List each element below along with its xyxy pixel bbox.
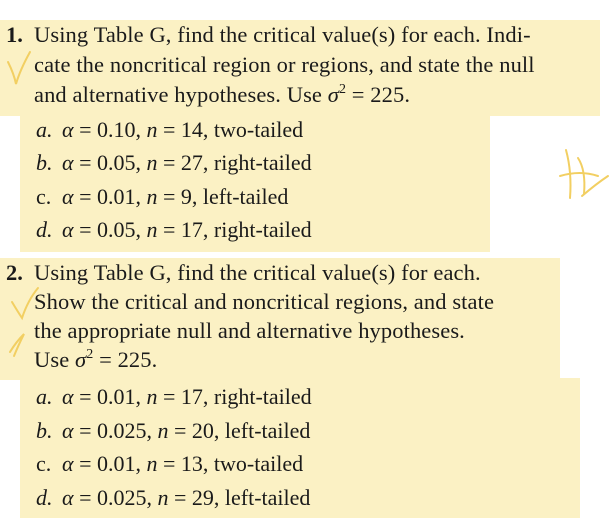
list-item: d. α = 0.05, n = 17, right-tailed	[36, 217, 312, 242]
problem-text-line: Show the critical and noncritical regions, and state	[34, 289, 495, 314]
check-mark-icon	[10, 334, 24, 356]
problem-number: 1.	[6, 22, 23, 47]
scribble-icon	[560, 150, 608, 198]
check-mark-icon	[8, 52, 30, 84]
problem-number: 2.	[6, 260, 23, 285]
list-item: a. α = 0.10, n = 14, two-tailed	[36, 117, 304, 142]
problem-text-line: and alternative hypotheses. Use $\sigma^2 = 225$.	[34, 81, 411, 107]
list-item: d. α = 0.025, n = 29, left-tailed	[36, 485, 311, 510]
check-mark-icon	[12, 288, 38, 318]
problem-text-line: Use $\sigma^2 = 225$.	[34, 346, 158, 372]
list-item: c. α = 0.01, n = 9, left-tailed	[36, 184, 289, 209]
problem-text-line: Using Table G, find the critical value(s) for each. Indi-	[34, 22, 531, 47]
problem-text-line: the appropriate null and alternative hypotheses.	[34, 318, 465, 343]
list-item: c. α = 0.01, n = 13, two-tailed	[36, 451, 304, 476]
problem-text-line: cate the noncritical region or regions, and state the null	[34, 52, 535, 77]
list-item: b. α = 0.05, n = 27, right-tailed	[36, 150, 312, 175]
list-item: b. α = 0.025, n = 20, left-tailed	[36, 418, 311, 443]
problem-text-line: Using Table G, find the critical value(s) for each.	[34, 260, 481, 285]
list-item: a. α = 0.01, n = 17, right-tailed	[36, 384, 312, 409]
